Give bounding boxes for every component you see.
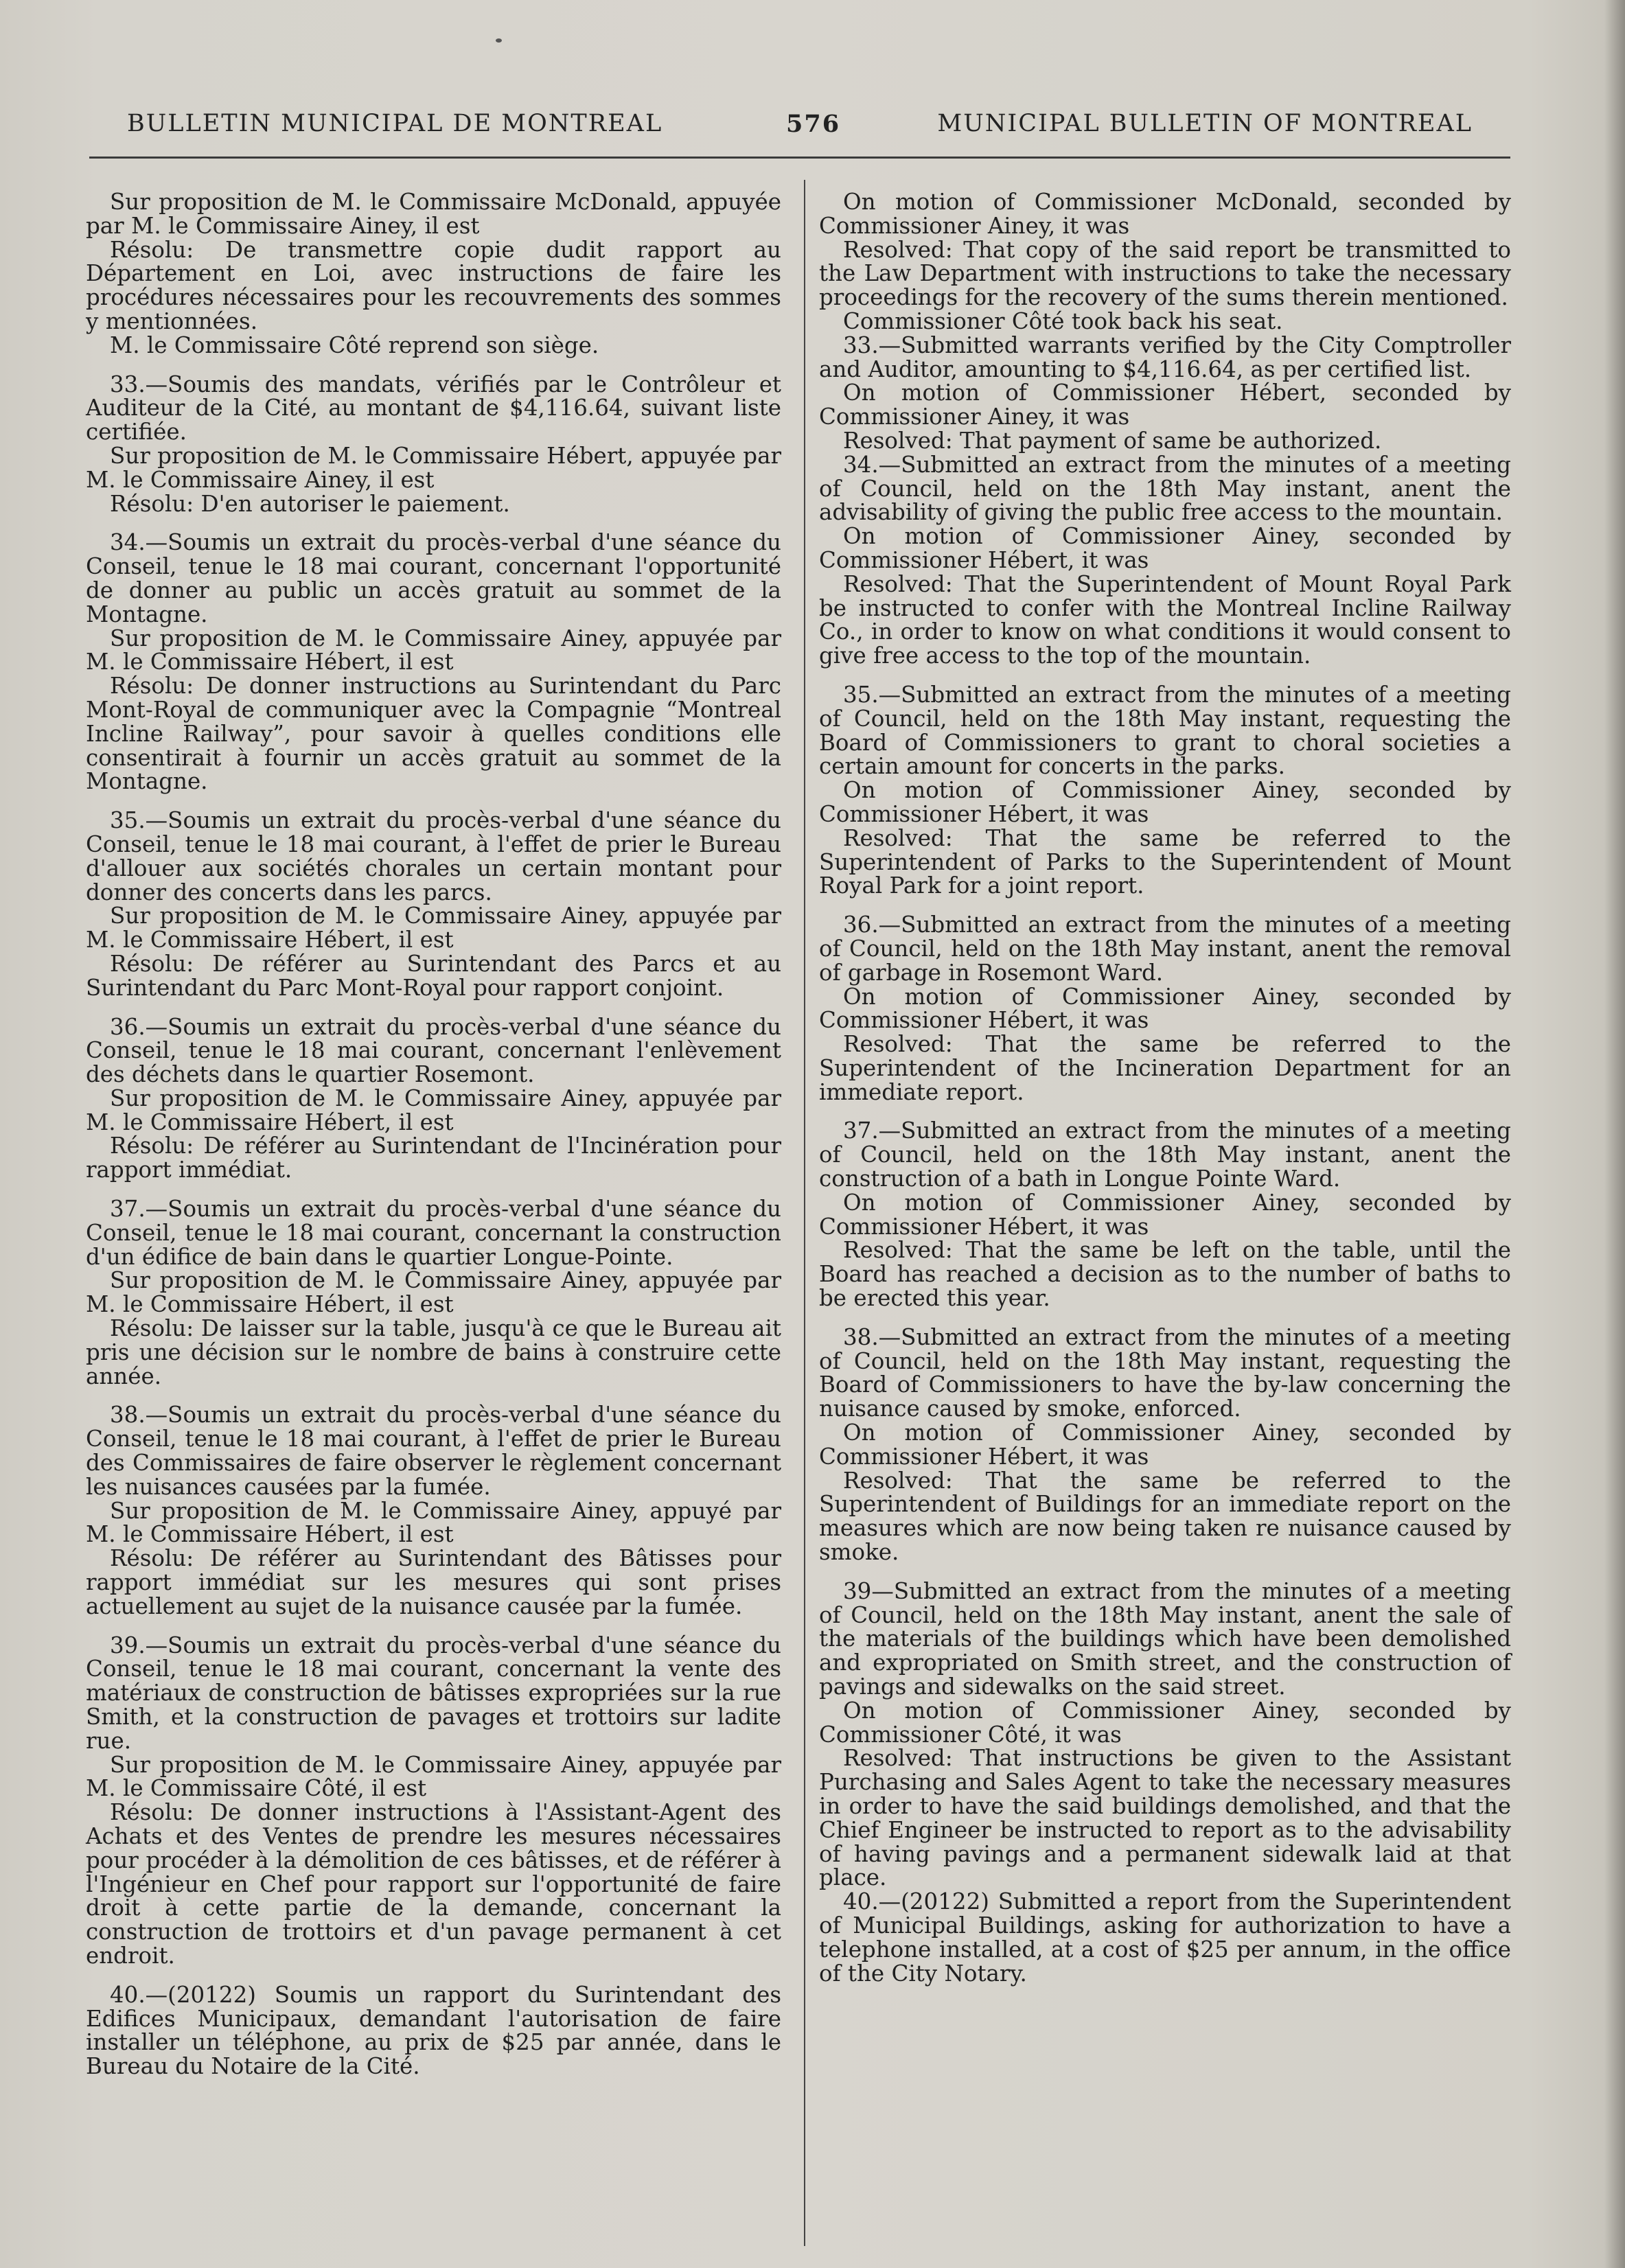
french-paragraph: 34.—Soumis un extrait du procès-verbal d'une séance du Conseil, tenue le 18 mai courant, concernant l'opportunité de donner au public un accès gratuit au sommet de la Montagne. xyxy=(86,529,781,627)
french-paragraph: Résolu: De référer au Surintendant de l'Incinération pour rapport immédiat. xyxy=(86,1133,781,1183)
french-paragraph: Sur proposition de M. le Commissaire Ainey, appuyée par M. le Commissaire Hébert, il est xyxy=(86,1267,781,1318)
english-paragraph: Commissioner Côté took back his seat. xyxy=(843,308,1283,334)
french-paragraph: Sur proposition de M. le Commissaire Ainey, appuyée par M. le Commissaire Côté, il est xyxy=(86,1751,781,1802)
ink-speck xyxy=(496,38,502,43)
english-paragraph: 38.—Submitted an extract from the minutes of a meeting of Council, held on the 18th May instant, requesting the Board of Commissioners to have the by-law concerning the nuisance caused by smoke, enforced. xyxy=(819,1323,1511,1422)
english-paragraph: 36.—Submitted an extract from the minutes of a meeting of Council, held on the 18th May instant, anent the removal of garbage in Rosemont Ward. xyxy=(819,912,1511,986)
header-french-title: BULLETIN MUNICIPAL DE MONTREAL xyxy=(127,110,663,137)
french-paragraph: 33.—Soumis des mandats, vérifiés par le Contrôleur et Auditeur de la Cité, au montant de $4,116.64, suivant liste certifiée. xyxy=(86,371,781,445)
french-paragraph: 37.—Soumis un extrait du procès-verbal d'une séance du Conseil, tenue le 18 mai courant, concernant la construction d'un édifice de bain dans le quartier Longue-Pointe. xyxy=(86,1196,781,1270)
french-paragraph: Sur proposition de M. le Commissaire Ainey, appuyée par M. le Commissaire Hébert, il est xyxy=(86,903,781,953)
english-paragraph: On motion of Commissioner Ainey, seconded by Commissioner Hébert, it was xyxy=(819,983,1511,1034)
english-paragraph: On motion of Commissioner Hébert, seconded by Commissioner Ainey, it was xyxy=(819,380,1511,430)
english-paragraph: On motion of Commissioner Ainey, seconded by Commissioner Hébert, it was xyxy=(819,777,1511,827)
french-column xyxy=(86,190,781,2079)
english-paragraph: Resolved: That the same be referred to the Superintendent of Parks to the Superintendent of Mount Royal Park for a joint report. xyxy=(819,824,1511,899)
english-paragraph: On motion of Commissioner Ainey, seconded by Commissioner Hébert, it was xyxy=(819,1420,1511,1470)
english-paragraph: Resolved: That instructions be given to the Assistant Purchasing and Sales Agent to take the necessary measures in order to have the said buildings demolished, and that the Chief Engineer be instructed to report as to the advisability of having pavings and a permanent sidewalk laid at that place. xyxy=(819,1745,1511,1891)
header-rule xyxy=(89,157,1510,159)
english-paragraph: On motion of Commissioner Ainey, seconded by Commissioner Hébert, it was xyxy=(819,1189,1511,1240)
french-paragraph: Résolu: De donner instructions à l'Assistant-Agent des Achats et des Ventes de prendre les mesures nécessaires pour procéder à la démolition de ces bâtisses, et de référer à l'Ingénieur en Chef pour rapport sur l'opportunité de faire droit à cette partie de la demande, concernant la construction de trottoirs et d'un pavage permanent à cet endroit. xyxy=(86,1799,781,1969)
french-paragraph: Résolu: De transmettre copie dudit rapport au Département en Loi, avec instructions de faire les procédures nécessaires pour les recouvrements des sommes y mentionnées. xyxy=(86,236,781,334)
english-paragraph: Resolved: That the same be referred to the Superintendent of the Incineration Department for an immediate report. xyxy=(819,1031,1511,1105)
french-paragraph: 36.—Soumis un extrait du procès-verbal d'une séance du Conseil, tenue le 18 mai courant, concernant l'enlèvement des déchets dans le quartier Rosemont. xyxy=(86,1013,781,1088)
english-paragraph: Resolved: That copy of the said report be transmitted to the Law Department with instructions to take the necessary proceedings for the recovery of the sums therein mentioned. xyxy=(819,236,1511,311)
english-paragraph: 35.—Submitted an extract from the minutes of a meeting of Council, held on the 18th May instant, requesting the Board of Commissioners to grant to choral societies a certain amount for concerts in the parks. xyxy=(819,681,1511,780)
header-english-title: MUNICIPAL BULLETIN OF MONTREAL xyxy=(937,110,1473,137)
french-paragraph: Sur proposition de M. le Commissaire Hébert, appuyée par M. le Commissaire Ainey, il est xyxy=(86,442,781,493)
french-paragraph: Résolu: De laisser sur la table, jusqu'à ce que le Bureau ait pris une décision sur le nombre de bains à construire cette année. xyxy=(86,1315,781,1389)
french-paragraph: 38.—Soumis un extrait du procès-verbal d'une séance du Conseil, tenue le 18 mai courant, à l'effet de prier le Bureau des Commissaires de faire observer le règlement concernant les nuisances causées par la fumée. xyxy=(86,1402,781,1500)
english-paragraph: 33.—Submitted warrants verified by the City Comptroller and Auditor, amounting to $4,116.64, as per certified list. xyxy=(819,332,1511,382)
french-paragraph: Sur proposition de M. le Commissaire McDonald, appuyée par M. le Commissaire Ainey, il est xyxy=(86,189,781,239)
english-column xyxy=(819,190,1511,1985)
french-paragraph: Résolu: De donner instructions au Surintendant du Parc Mont-Royal de communiquer avec la Compagnie “Montreal Incline Railway”, pour savoir à quelles conditions elle consentirait à fournir un accès gratuit au sommet de la Montagne. xyxy=(86,673,781,795)
french-paragraph: Résolu: D'en autoriser le paiement. xyxy=(110,490,510,517)
english-paragraph: Resolved: That the same be referred to the Superintendent of Buildings for an immediate report on the measures which are now being taken re nuisance caused by smoke. xyxy=(819,1467,1511,1566)
english-paragraph: On motion of Commissioner McDonald, seconded by Commissioner Ainey, it was xyxy=(819,189,1511,239)
french-paragraph: 40.—(20122) Soumis un rapport du Surintendant des Edifices Municipaux, demandant l'autorisation de faire installer un téléphone, au prix de $25 par année, dans le Bureau du Notaire de la Cité. xyxy=(86,1981,781,2080)
french-paragraph: Sur proposition de M. le Commissaire Ainey, appuyé par M. le Commissaire Hébert, il est xyxy=(86,1497,781,1548)
french-paragraph: Résolu: De référer au Surintendant des Parcs et au Surintendant du Parc Mont-Royal pour rapport conjoint. xyxy=(86,950,781,1001)
french-paragraph: Résolu: De référer au Surintendant des Bâtisses pour rapport immédiat sur les mesures qui sont prises actuellement au sujet de la nuisance causée par la fumée. xyxy=(86,1545,781,1619)
page-edge-shadow xyxy=(1604,0,1625,2268)
english-paragraph: 40.—(20122) Submitted a report from the Superintendent of Municipal Buildings, asking for authorization to have a telephone installed, at a cost of $25 per annum, in the office of the City Notary. xyxy=(819,1888,1511,1987)
french-paragraph: Sur proposition de M. le Commissaire Ainey, appuyée par M. le Commissaire Hébert, il est xyxy=(86,1085,781,1135)
english-paragraph: On motion of Commissioner Ainey, seconded by Commissioner Côté, it was xyxy=(819,1697,1511,1748)
english-paragraph: 39—Submitted an extract from the minutes of a meeting of Council, held on the 18th May instant, anent the sale of the materials of the buildings which have been demolished and expropriated on Smith street, and the construction of pavings and sidewalks on the said street. xyxy=(819,1577,1511,1700)
column-divider xyxy=(804,180,805,2246)
english-paragraph: On motion of Commissioner Ainey, seconded by Commissioner Hébert, it was xyxy=(819,523,1511,573)
page-number: 576 xyxy=(786,110,841,138)
french-paragraph: 39.—Soumis un extrait du procès-verbal d'une séance du Conseil, tenue le 18 mai courant, concernant la vente des matériaux de construction de bâtisses expropriées sur la rue Smith, et la construction de pavages et trottoirs sur ladite rue. xyxy=(86,1632,781,1754)
english-paragraph: 34.—Submitted an extract from the minutes of a meeting of Council, held on the 18th May instant, anent the advisability of giving the public free access to the mountain. xyxy=(819,451,1511,526)
french-paragraph: Sur proposition de M. le Commissaire Ainey, appuyée par M. le Commissaire Hébert, il est xyxy=(86,625,781,675)
english-paragraph: Resolved: That the same be left on the table, until the Board has reached a decision as to the number of baths to be erected this year. xyxy=(819,1237,1511,1312)
french-paragraph: M. le Commissaire Côté reprend son siège. xyxy=(110,332,599,358)
french-paragraph: 35.—Soumis un extrait du procès-verbal d'une séance du Conseil, tenue le 18 mai courant, à l'effet de prier le Bureau d'allouer aux sociétés chorales un certain montant pour donner des concerts dans les parcs. xyxy=(86,807,781,905)
running-header xyxy=(127,110,1473,151)
english-paragraph: 37.—Submitted an extract from the minutes of a meeting of Council, held on the 18th May instant, anent the construction of a bath in Longue Pointe Ward. xyxy=(819,1118,1511,1192)
english-paragraph: Resolved: That payment of same be authorized. xyxy=(843,427,1382,454)
english-paragraph: Resolved: That the Superintendent of Mount Royal Park be instructed to confer with the Montreal Incline Railway Co., in order to know on what conditions it would consent to give free access to the top of the mountain. xyxy=(819,570,1511,669)
